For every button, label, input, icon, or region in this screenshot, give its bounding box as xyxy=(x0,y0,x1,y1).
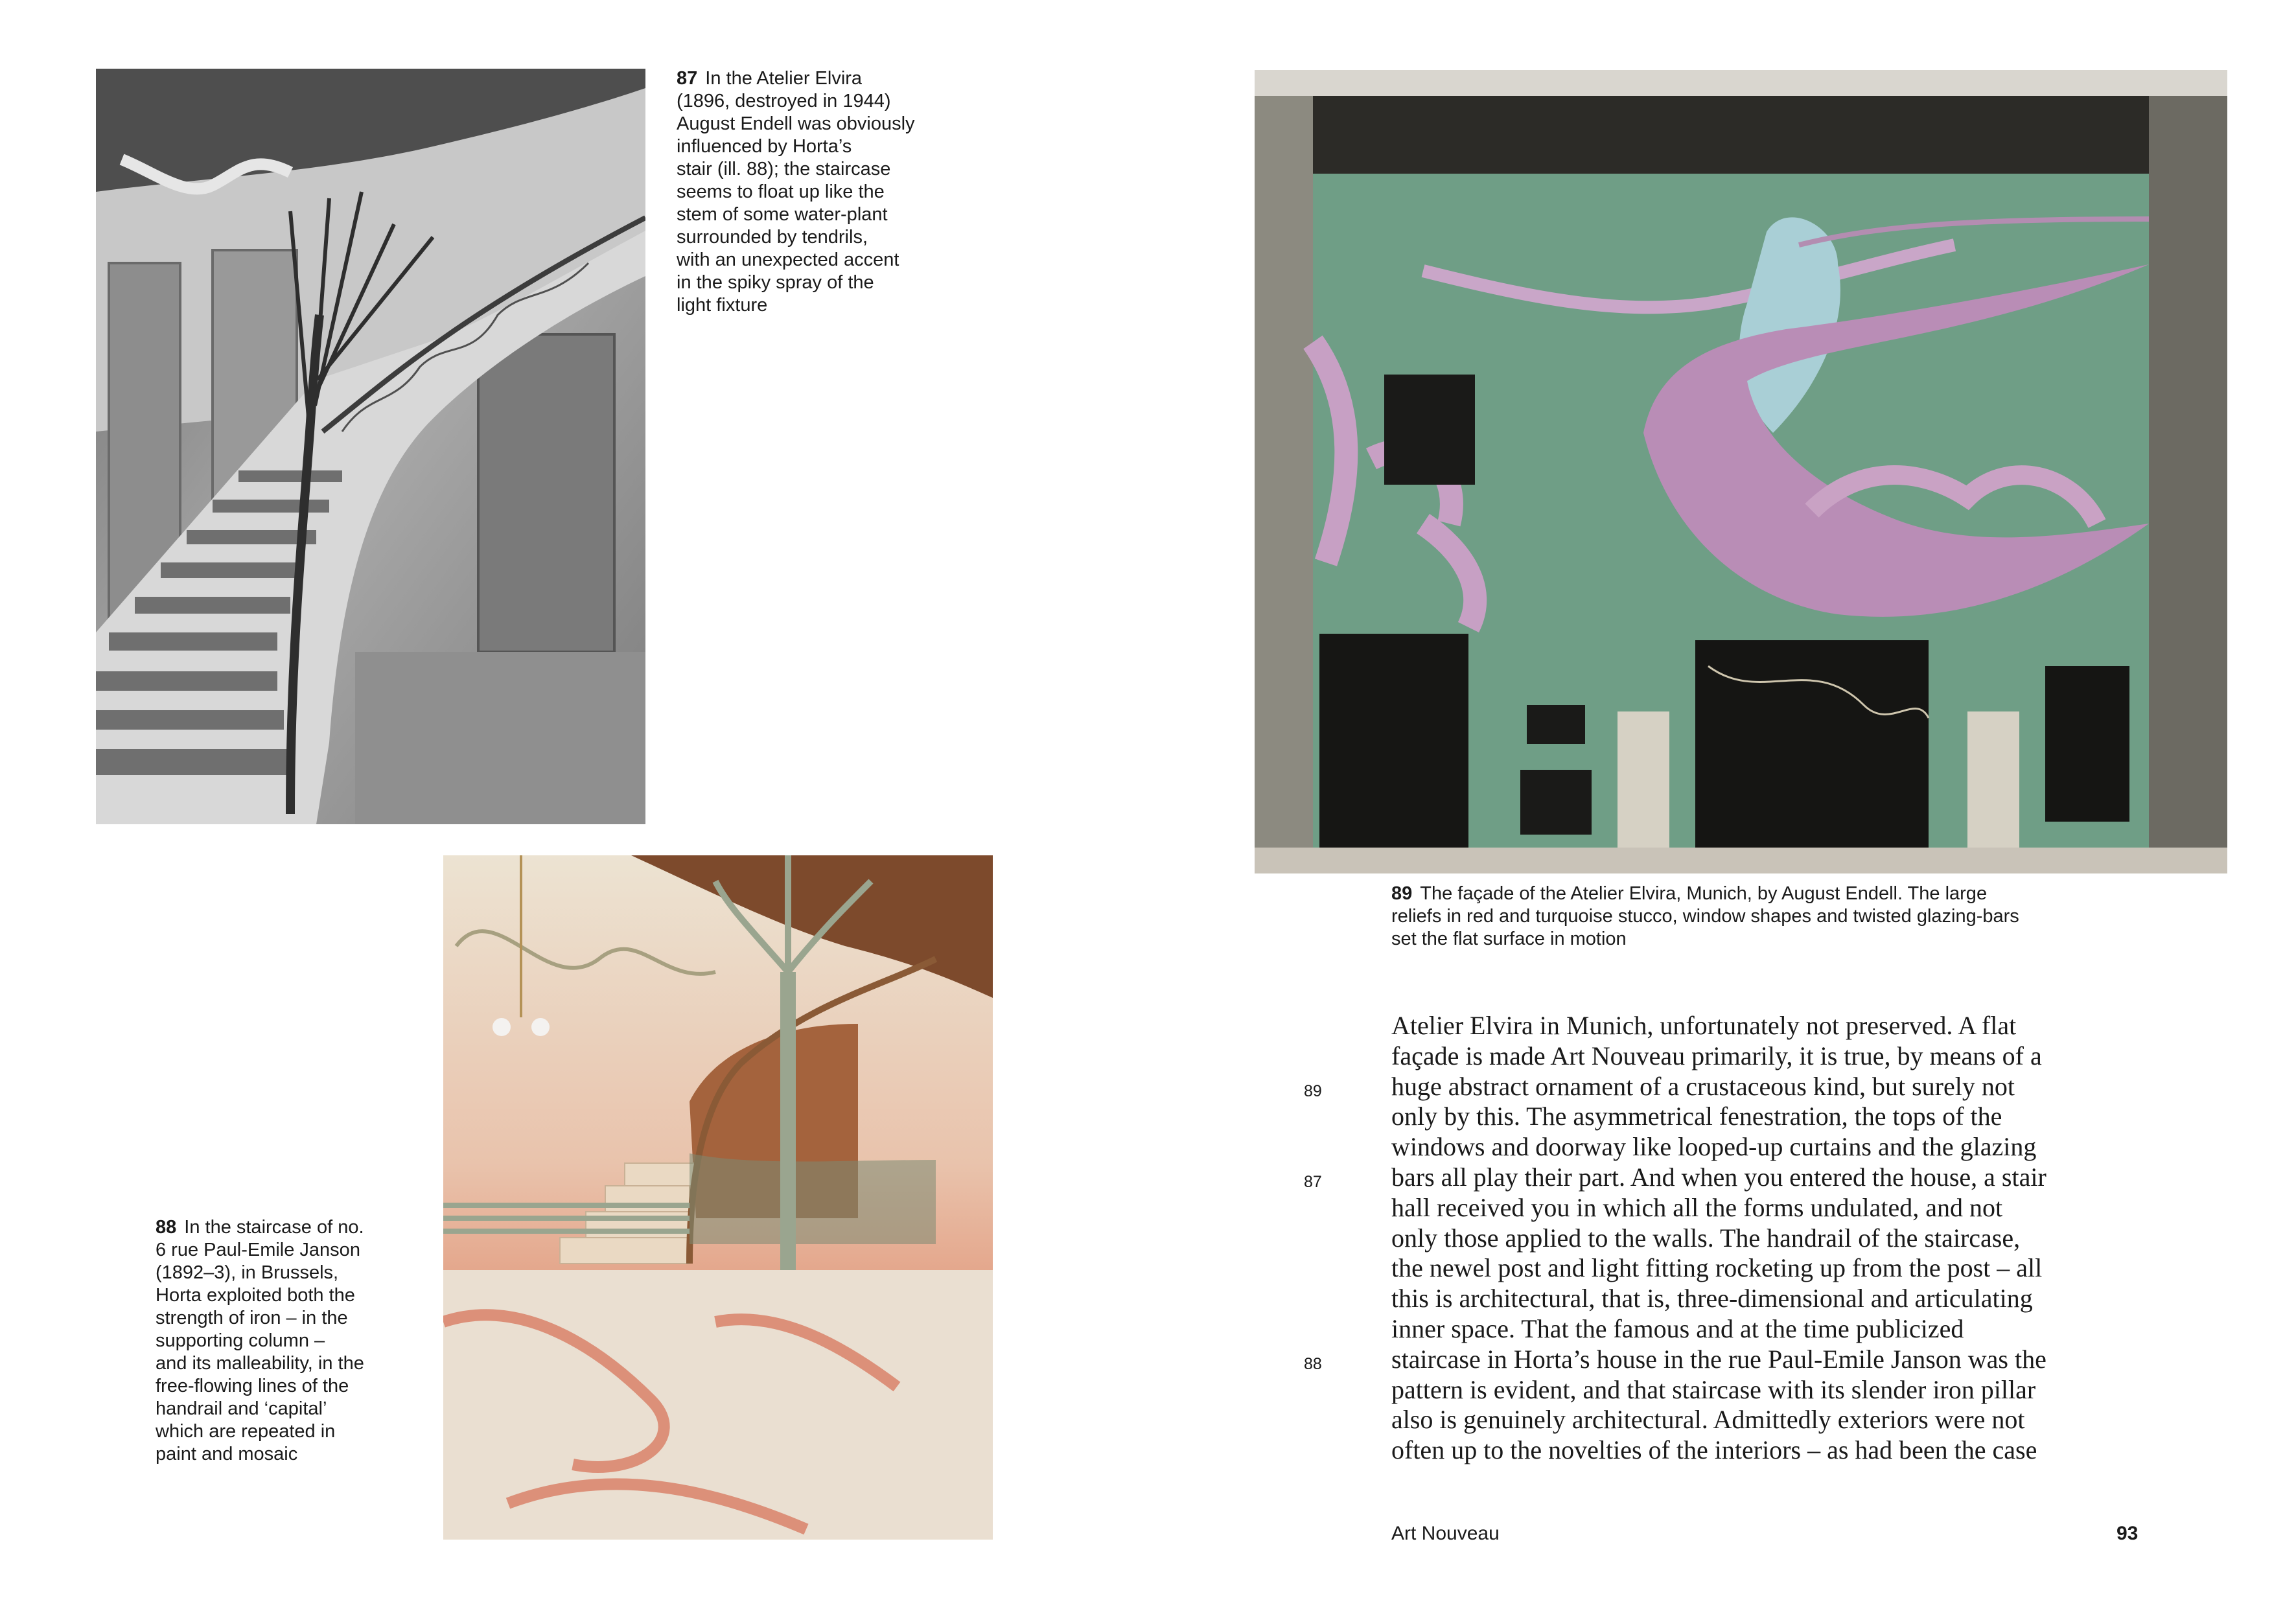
body-line: windows and doorway like looped-up curtains and the glazing xyxy=(1391,1132,2037,1162)
running-head: Art Nouveau xyxy=(1391,1523,1500,1544)
page-number: 93 xyxy=(2116,1523,2139,1544)
body-line: only by this. The asymmetrical fenestration, the tops of the xyxy=(1391,1102,2002,1131)
figure-87-photo xyxy=(96,69,645,824)
body-line: often up to the novelties of the interiors – as had been the case xyxy=(1391,1435,2037,1465)
body-line: also is genuinely architectural. Admittedly exteriors were not xyxy=(1391,1405,2025,1435)
figure-number: 87 xyxy=(677,68,698,89)
staircase-bw-illustration xyxy=(96,69,645,824)
body-line: inner space. That the famous and at the time publicized xyxy=(1391,1313,1964,1343)
body-line: the newel post and light fitting rocketing up from the post – all xyxy=(1391,1253,2043,1283)
figure-88-photo xyxy=(443,855,993,1540)
body-line: this is architectural, that is, three-dimensional and articulating xyxy=(1391,1284,2033,1313)
figure-number: 88 xyxy=(156,1217,177,1238)
body-line: Atelier Elvira in Munich, unfortunately not preserved. A flat xyxy=(1391,1011,2017,1040)
horta-staircase-illustration xyxy=(443,855,993,1540)
margin-ref-88: 88 xyxy=(1304,1355,1322,1373)
body-line: hall received you in which all the forms undulated, and not xyxy=(1391,1192,2003,1222)
body-line: bars all play their part. And when you entered the house, a stair xyxy=(1391,1162,2047,1192)
figure-number: 89 xyxy=(1391,883,1413,904)
body-line: pattern is evident, and that staircase with its slender iron pillar xyxy=(1391,1374,2036,1404)
body-line: façade is made Art Nouveau primarily, it is true, by means of a xyxy=(1391,1041,2042,1070)
body-line: only those applied to the walls. The handrail of the staircase, xyxy=(1391,1223,2021,1253)
figure-89-photo xyxy=(1255,70,2227,873)
body-line: staircase in Horta’s house in the rue Paul-Emile Janson was the xyxy=(1391,1344,2047,1374)
atelier-elvira-facade-illustration xyxy=(1255,70,2227,873)
figure-89-caption: 89 The façade of the Atelier Elvira, Munich, by August Endell. The large reliefs in red and turquoise stucco, window shapes and twisted glazing-bars set the flat surface in motion xyxy=(1391,883,2019,949)
figure-88-caption: 88 In the staircase of no. 6 rue Paul-Emile Janson (1892–3), in Brussels, Horta exploited both the strength of iron – in the supporting column – and its malleability, in the free-flowing lines of the handrail and ‘capital’ which are repeated in paint and mosaic xyxy=(156,1217,364,1464)
figure-87-caption: 87 In the Atelier Elvira (1896, destroyed in 1944) August Endell was obviously influenced by Horta’s stair (ill. 88); the staircase seems to float up like the stem of some water-plant surrounded by tendrils, with an unexpected accent in the spiky spray of the light fixture xyxy=(677,68,915,316)
margin-ref-89: 89 xyxy=(1304,1082,1322,1100)
body-text xyxy=(1391,1011,2137,1466)
body-line: huge abstract ornament of a crustaceous kind, but surely not xyxy=(1391,1071,2015,1101)
margin-ref-87: 87 xyxy=(1304,1173,1322,1191)
